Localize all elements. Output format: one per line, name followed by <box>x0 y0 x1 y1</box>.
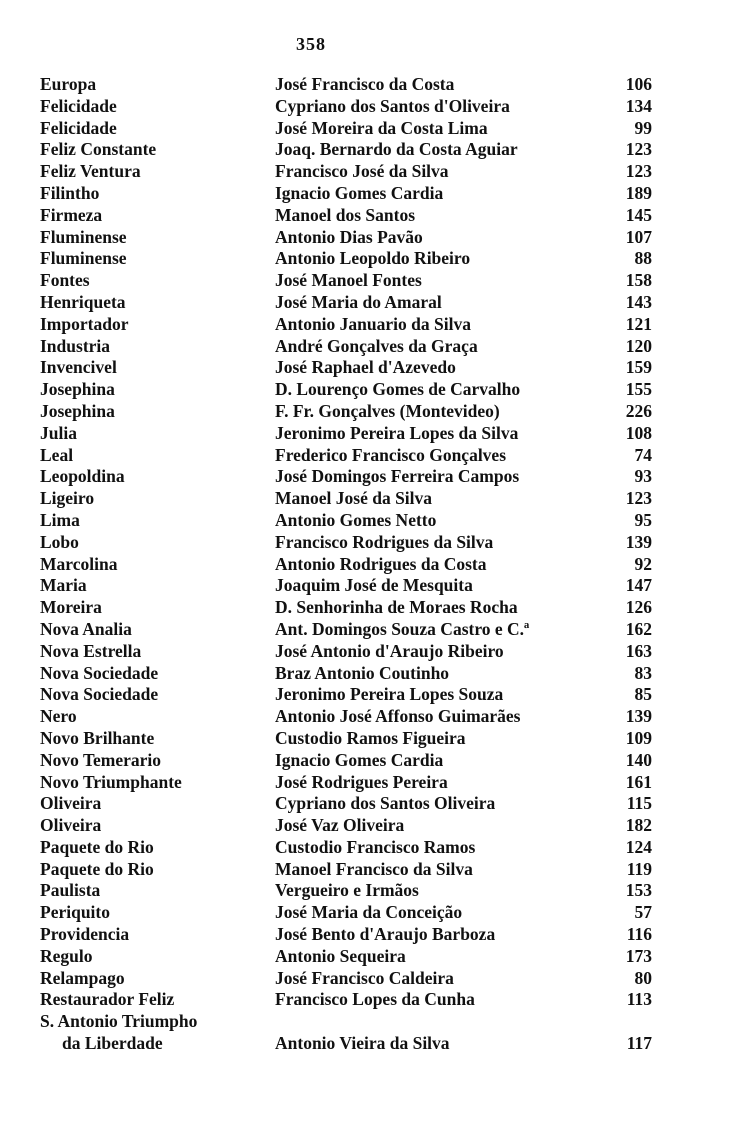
table-row <box>0 1033 736 1055</box>
owner-name: D. Lourenço Gomes de Carvalho <box>275 379 521 400</box>
register-number: 126 <box>625 597 652 618</box>
ship-name: Nova Estrella <box>40 640 142 661</box>
ship-name: Fluminense <box>40 226 127 247</box>
ship-name: Maria <box>40 575 87 596</box>
table-row <box>0 161 736 183</box>
register-number: 106 <box>625 74 652 94</box>
ship-name: Paulista <box>40 880 101 901</box>
table-row <box>0 227 736 249</box>
table-row <box>0 488 736 510</box>
register-number: 226 <box>625 400 652 421</box>
owner-name: Vergueiro e Irmãos <box>275 880 419 901</box>
table-row <box>0 924 736 946</box>
owner-name: Francisco José da Silva <box>275 161 449 182</box>
owner-name: José Moreira da Costa Lima <box>275 117 488 138</box>
owner-name: Joaq. Bernardo da Costa Aguiar <box>275 139 518 160</box>
register-number: 88 <box>634 248 652 269</box>
register-number: 139 <box>625 706 652 727</box>
table-row <box>0 357 736 379</box>
ship-name: Leopoldina <box>40 466 125 487</box>
table-row <box>0 466 736 488</box>
ship-name: Feliz Constante <box>40 139 157 160</box>
table-row <box>0 118 736 140</box>
ship-name: Fluminense <box>40 248 127 269</box>
table-row <box>0 205 736 227</box>
table-row <box>0 248 736 270</box>
table-row <box>0 902 736 924</box>
ship-name: Leal <box>40 444 74 465</box>
register-number: 80 <box>634 967 652 988</box>
register-number: 159 <box>625 357 652 378</box>
register-number: 145 <box>625 204 652 225</box>
table-row <box>0 641 736 663</box>
owner-name: Antonio Rodrigues da Costa <box>275 553 487 574</box>
ship-name: Periquito <box>40 902 110 923</box>
ship-name: Julia <box>40 422 77 443</box>
ship-name: Feliz Ventura <box>40 161 141 182</box>
owner-name: D. Senhorinha de Moraes Rocha <box>275 597 518 618</box>
owner-name: José Manoel Fontes <box>275 270 422 291</box>
ship-name: Filintho <box>40 182 100 203</box>
ship-name: Henriqueta <box>40 291 126 312</box>
table-row <box>0 379 736 401</box>
ship-name: Paquete do Rio <box>40 858 154 879</box>
register-number: 120 <box>625 335 652 356</box>
ship-name: Josephina <box>40 379 115 400</box>
table-row <box>0 445 736 467</box>
register-number: 161 <box>625 771 652 792</box>
table-row <box>0 728 736 750</box>
owner-name: Francisco Lopes da Cunha <box>275 989 475 1010</box>
table-row <box>0 292 736 314</box>
owner-name: Antonio Januario da Silva <box>275 313 471 334</box>
owner-name: Francisco Rodrigues da Silva <box>275 531 494 552</box>
table-row <box>0 880 736 902</box>
owner-name: Antonio Gomes Netto <box>275 509 437 530</box>
ship-name: Moreira <box>40 597 102 618</box>
register-number: 116 <box>626 924 652 945</box>
table-row <box>0 1011 736 1033</box>
register-number: 143 <box>625 291 652 312</box>
ship-name: Relampago <box>40 967 125 988</box>
ship-name: Oliveira <box>40 793 102 814</box>
ship-name: Novo Brilhante <box>40 727 155 748</box>
register-number: 153 <box>625 880 652 901</box>
table-row <box>0 575 736 597</box>
owner-name: José Maria da Conceição <box>275 902 463 923</box>
ship-name: Josephina <box>40 400 115 421</box>
register-number: 123 <box>625 139 652 160</box>
table-row <box>0 989 736 1011</box>
table-row <box>0 401 736 423</box>
owner-name: Ant. Domingos Souza Castro e C.ª <box>275 618 530 639</box>
register-number: 57 <box>634 902 652 923</box>
register-number: 123 <box>625 488 652 509</box>
owner-name: Ignacio Gomes Cardia <box>275 749 444 770</box>
register-number: 113 <box>626 989 652 1010</box>
owner-name: Joaquim José de Mesquita <box>275 575 473 596</box>
register-number: 173 <box>625 945 652 966</box>
table-row <box>0 619 736 641</box>
table-row <box>0 772 736 794</box>
owner-name: Antonio Dias Pavão <box>275 226 423 247</box>
owner-name: Cypriano dos Santos Oliveira <box>275 793 496 814</box>
owner-name: Antonio Sequeira <box>275 945 406 966</box>
ship-name: Nova Analia <box>40 618 132 639</box>
table-row <box>0 270 736 292</box>
register-number: 158 <box>625 270 652 291</box>
owner-name: Ignacio Gomes Cardia <box>275 182 444 203</box>
owner-name: F. Fr. Gonçalves (Montevideo) <box>275 400 500 421</box>
ship-name: Marcolina <box>40 553 118 574</box>
table-row <box>0 968 736 990</box>
ship-name: Fontes <box>40 270 90 291</box>
table-row <box>0 336 736 358</box>
register-number: 119 <box>626 858 652 879</box>
owner-name: José Rodrigues Pereira <box>275 771 448 792</box>
register-number: 93 <box>634 466 652 487</box>
ship-name: Ligeiro <box>40 488 95 509</box>
owner-name: José Maria do Amaral <box>275 291 442 312</box>
ship-name: Firmeza <box>40 204 103 225</box>
ship-name: Felicidade <box>40 117 117 138</box>
register-number: 124 <box>625 836 652 857</box>
ship-name: Lima <box>40 509 80 530</box>
ship-name: Restaurador Feliz <box>40 989 175 1010</box>
table-row <box>0 946 736 968</box>
ship-name: Nova Sociedade <box>40 684 159 705</box>
table-row <box>0 597 736 619</box>
owner-name: José Domingos Ferreira Campos <box>275 466 520 487</box>
register-number: 189 <box>625 182 652 203</box>
owner-name: Antonio Vieira da Silva <box>275 1033 450 1054</box>
ship-name: Nova Sociedade <box>40 662 159 683</box>
ship-name: S. Antonio Triumpho <box>40 1011 198 1032</box>
register-number: 109 <box>625 727 652 748</box>
owner-name: Frederico Francisco Gonçalves <box>275 444 507 465</box>
owner-name: Jeronimo Pereira Lopes Souza <box>275 684 504 705</box>
table-row <box>0 837 736 859</box>
register-number: 123 <box>625 161 652 182</box>
table-row <box>0 684 736 706</box>
register-number: 155 <box>625 379 652 400</box>
register-number: 162 <box>625 618 652 639</box>
table-row <box>0 706 736 728</box>
owner-name: Antonio José Affonso Guimarães <box>275 706 521 727</box>
register-number: 115 <box>626 793 652 814</box>
ship-name: Oliveira <box>40 815 102 836</box>
owner-name: José Vaz Oliveira <box>275 815 405 836</box>
ship-name: Providencia <box>40 924 130 945</box>
ship-name: da Liberdade <box>62 1033 163 1054</box>
table-row <box>0 139 736 161</box>
table-row <box>0 663 736 685</box>
owner-name: José Francisco da Costa <box>275 74 455 94</box>
register-number: 147 <box>625 575 652 596</box>
owner-name: Braz Antonio Coutinho <box>275 662 450 683</box>
ship-name: Europa <box>40 74 97 94</box>
ship-name: Invencivel <box>40 357 117 378</box>
register-number: 121 <box>625 313 652 334</box>
owner-name: José Bento d'Araujo Barboza <box>275 924 496 945</box>
register-number: 74 <box>634 444 652 465</box>
owner-name: Manoel Francisco da Silva <box>275 858 473 879</box>
ship-name: Lobo <box>40 531 79 552</box>
ship-name: Novo Temerario <box>40 749 162 770</box>
owner-name: Custodio Ramos Figueira <box>275 727 466 748</box>
register-number: 85 <box>634 684 652 705</box>
table-row <box>0 183 736 205</box>
owner-name: Manoel dos Santos <box>275 204 416 225</box>
table-row <box>0 314 736 336</box>
table-row <box>0 859 736 881</box>
table-row <box>0 510 736 532</box>
table-row <box>0 96 736 118</box>
ship-register-table <box>0 74 736 1055</box>
table-row <box>0 554 736 576</box>
table-row <box>0 74 736 96</box>
ship-name: Nero <box>40 706 77 727</box>
register-number: 117 <box>626 1033 652 1054</box>
register-number: 140 <box>625 749 652 770</box>
table-row <box>0 423 736 445</box>
owner-name: José Raphael d'Azevedo <box>275 357 456 378</box>
register-number: 99 <box>634 117 652 138</box>
table-row <box>0 815 736 837</box>
owner-name: Cypriano dos Santos d'Oliveira <box>275 95 510 116</box>
register-number: 92 <box>634 553 652 574</box>
register-number: 163 <box>625 640 652 661</box>
ship-name: Paquete do Rio <box>40 836 154 857</box>
owner-name: Manoel José da Silva <box>275 488 433 509</box>
owner-name: André Gonçalves da Graça <box>275 335 478 356</box>
register-number: 134 <box>625 95 652 116</box>
register-number: 95 <box>634 509 652 530</box>
register-number: 182 <box>625 815 652 836</box>
table-row <box>0 532 736 554</box>
ship-name: Novo Triumphante <box>40 771 182 792</box>
table-row <box>0 793 736 815</box>
register-number: 107 <box>625 226 652 247</box>
register-number: 83 <box>634 662 652 683</box>
register-number: 139 <box>625 531 652 552</box>
owner-name: Custodio Francisco Ramos <box>275 836 476 857</box>
ship-name: Industria <box>40 335 111 356</box>
ship-name: Importador <box>40 313 129 334</box>
ship-name: Felicidade <box>40 95 117 116</box>
owner-name: José Antonio d'Araujo Ribeiro <box>275 640 504 661</box>
owner-name: José Francisco Caldeira <box>275 967 454 988</box>
table-row <box>0 750 736 772</box>
page-number: 358 <box>296 34 326 54</box>
ship-name: Regulo <box>40 945 93 966</box>
owner-name: Antonio Leopoldo Ribeiro <box>275 248 471 269</box>
owner-name: Jeronimo Pereira Lopes da Silva <box>275 422 519 443</box>
register-number: 108 <box>625 422 652 443</box>
